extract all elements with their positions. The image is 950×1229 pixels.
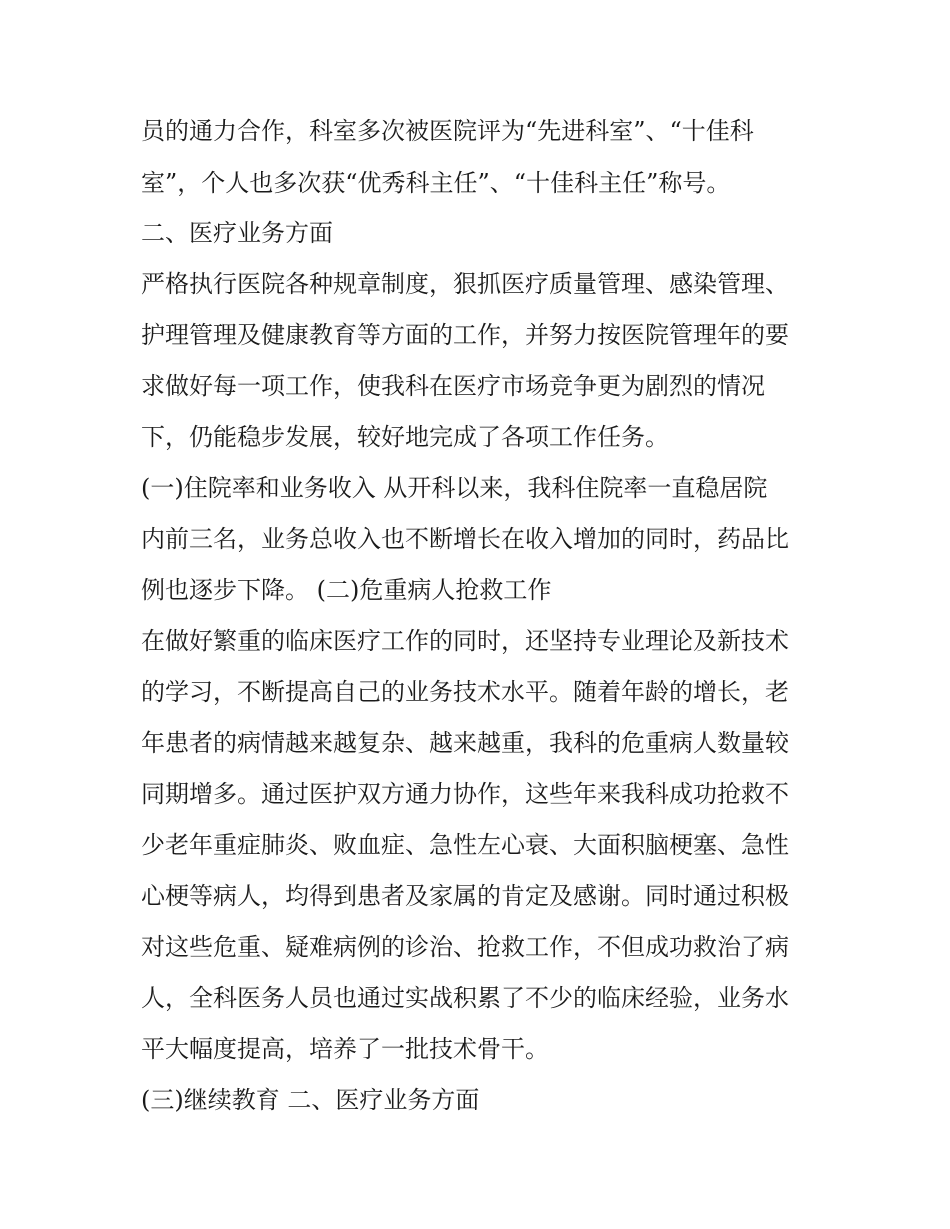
- text-line: 内前三名，业务总收入也不断增长在收入增加的同时，药品比: [141, 525, 789, 553]
- text-line: (三)继续教育 二、医疗业务方面: [141, 1086, 480, 1114]
- text-line: 员的通力合作，科室多次被医院评为“先进科室”、“十佳科: [141, 117, 754, 145]
- text-line: (一)住院率和业务收入 从开科以来，我科住院率一直稳居院: [141, 474, 768, 502]
- text-line: 对这些危重、疑难病例的诊治、抢救工作，不但成功救治了病: [141, 933, 789, 961]
- text-line: 年患者的病情越来越复杂、越来越重，我科的危重病人数量较: [141, 729, 789, 757]
- text-line: 下，仍能稳步发展，较好地完成了各项工作任务。: [141, 423, 669, 451]
- text-line: 在做好繁重的临床医疗工作的同时，还坚持专业理论及新技术: [141, 627, 789, 655]
- section-heading: 二、医疗业务方面: [141, 219, 333, 247]
- text-line: 求做好每一项工作，使我科在医疗市场竞争更为剧烈的情况: [141, 372, 765, 400]
- text-line: 同期增多。通过医护双方通力协作，这些年来我科成功抢救不: [141, 780, 789, 808]
- text-line: 心梗等病人，均得到患者及家属的肯定及感谢。同时通过积极: [141, 882, 789, 910]
- text-line: 例也逐步下降。 (二)危重病人抢救工作: [141, 576, 552, 604]
- text-line: 人，全科医务人员也通过实战积累了不少的临床经验，业务水: [141, 984, 789, 1012]
- text-line: 室”，个人也多次获“优秀科主任”、“十佳科主任”称号。: [141, 169, 731, 197]
- text-line: 严格执行医院各种规章制度，狠抓医疗质量管理、感染管理、: [141, 270, 789, 298]
- text-line: 的学习，不断提高自己的业务技术水平。随着年龄的增长，老: [141, 678, 789, 706]
- text-line: 护理管理及健康教育等方面的工作，并努力按医院管理年的要: [141, 321, 789, 349]
- text-line: 少老年重症肺炎、败血症、急性左心衰、大面积脑梗塞、急性: [141, 831, 789, 859]
- text-line: 平大幅度提高，培养了一批技术骨干。: [141, 1035, 549, 1063]
